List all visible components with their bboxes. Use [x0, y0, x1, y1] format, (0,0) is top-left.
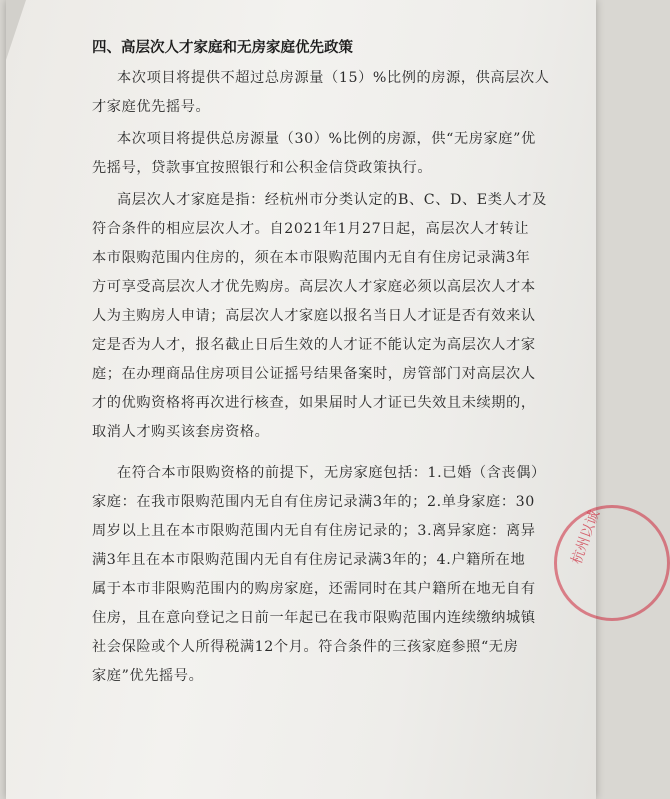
paragraph-line: 方可享受高层次人才优先购房。高层次人才家庭必须以高层次人才本 [92, 279, 536, 295]
document-page [6, 0, 604, 799]
paragraph-line: 才家庭优先摇号。 [92, 99, 211, 115]
paragraph-line: 本次项目将提供总房源量（30）%比例的房源，供“无房家庭”优 [117, 131, 536, 147]
section-heading: 四、高层次人才家庭和无房家庭优先政策 [92, 39, 353, 56]
paragraph-line: 高层次人才家庭是指：经杭州市分类认定的B、C、D、E类人才及 [117, 192, 547, 208]
red-seal-stamp [554, 505, 670, 621]
page-fold [6, 0, 26, 60]
paragraph-line: 才的优购资格将再次进行核查，如果届时人才证已失效且未续期的， [92, 395, 536, 411]
paragraph-line: 人为主购房人申请；高层次人才家庭以报名当日人才证是否有效来认 [92, 308, 536, 324]
paragraph-line: 本市限购范围内住房的，须在本市限购范围内无自有住房记录满3年 [92, 250, 531, 266]
paragraph-line: 住房，且在意向登记之日前一年起已在我市限购范围内连续缴纳城镇 [92, 610, 536, 626]
paragraph-line: 周岁以上且在本市限购范围内无自有住房记录的；3.离异家庭：离异 [92, 523, 536, 539]
paragraph-line: 在符合本市限购资格的前提下，无房家庭包括：1.已婚（含丧偶） [117, 465, 546, 481]
seal-text: 杭州以诚 [568, 508, 604, 567]
paragraph-line: 本次项目将提供不超过总房源量（15）%比例的房源，供高层次人 [117, 70, 550, 86]
paragraph-line: 社会保险或个人所得税满12个月。符合条件的三孩家庭参照“无房 [92, 639, 519, 655]
paragraph-line: 取消人才购买该套房资格。 [92, 424, 270, 440]
paragraph-line: 定是否为人才，报名截止日后生效的人才证不能认定为高层次人才家 [92, 337, 536, 353]
paragraph-line: 家庭”优先摇号。 [92, 668, 204, 684]
paragraph-line: 庭；在办理商品住房项目公证摇号结果备案时，房管部门对高层次人 [92, 366, 536, 382]
paragraph-line: 先摇号，贷款事宜按照银行和公积金信贷政策执行。 [92, 160, 433, 176]
paragraph-line: 家庭：在我市限购范围内无自有住房记录满3年的；2.单身家庭：30 [92, 494, 535, 510]
paragraph-line: 满3年且在本市限购范围内无自有住房记录满3年的；4.户籍所在地 [92, 552, 526, 568]
paragraph-line: 属于本市非限购范围内的购房家庭，还需同时在其户籍所在地无自有 [92, 581, 536, 597]
paragraph-line: 符合条件的相应层次人才。自2021年1月27日起，高层次人才转让 [92, 221, 530, 237]
